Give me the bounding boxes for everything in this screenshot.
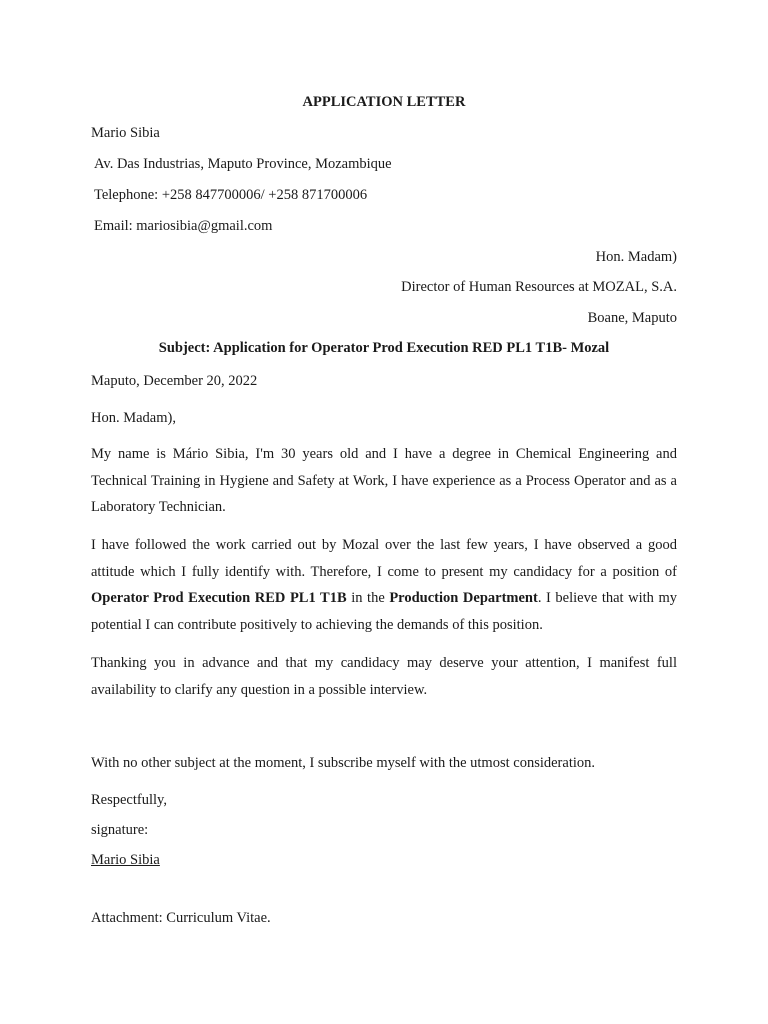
letter-date: Maputo, December 20, 2022 — [91, 373, 258, 389]
attachment-note: Attachment: Curriculum Vitae. — [91, 910, 271, 926]
body-paragraph-3: Thanking you in advance and that my candidacy may deserve your attention, I manifest full availability to clarify any question in a possible interview. — [91, 655, 677, 698]
signature-label: signature: — [91, 822, 149, 838]
recipient-salutation: Hon. Madam) — [595, 249, 677, 265]
letter-subject: Subject: Application for Operator Prod Execution RED PL1 T1B- Mozal — [158, 340, 610, 356]
letter-title: APPLICATION LETTER — [302, 94, 466, 110]
sender-telephone: Telephone: +258 847700006/ +258 871700006 — [94, 187, 368, 203]
sender-email: Email: mariosibia@gmail.com — [94, 218, 273, 234]
signature-name: Mario Sibia — [91, 852, 160, 868]
body-paragraph-1: My name is Mário Sibia, I'm 30 years old and I have a degree in Chemical Engineering and Technical Training in Hygiene and Safety at Work, I have experience as a Process Operator and as a Laboratory Technician. — [91, 446, 677, 515]
body-paragraph-2 — [91, 532, 677, 638]
closing-line: With no other subject at the moment, I subscribe myself with the utmost consideration. — [91, 755, 595, 771]
position-name: Operator Prod Execution RED PL1 T1B — [91, 590, 347, 606]
paragraph-2-text-middle: in the — [346, 590, 390, 606]
recipient-position: Director of Human Resources at MOZAL, S.A. — [401, 279, 677, 295]
recipient-location: Boane, Maputo — [587, 310, 677, 326]
paragraph-2-text-before: I have followed the work carried out by Mozal over the last few years, I have observed a good attitude which I fully identify with. Therefore, I come to present my candidacy for a position of — [91, 537, 677, 580]
sender-address: Av. Das Industrias, Maputo Province, Mozambique — [94, 156, 392, 172]
paragraph-2-text-after: . I believe that with my potential I can contribute positively to achieving the demands of this position. — [91, 590, 677, 633]
letter-greeting: Hon. Madam), — [91, 410, 176, 426]
department-name: Production Department — [389, 590, 538, 606]
sign-off: Respectfully, — [91, 792, 167, 808]
sender-name: Mario Sibia — [91, 125, 160, 141]
